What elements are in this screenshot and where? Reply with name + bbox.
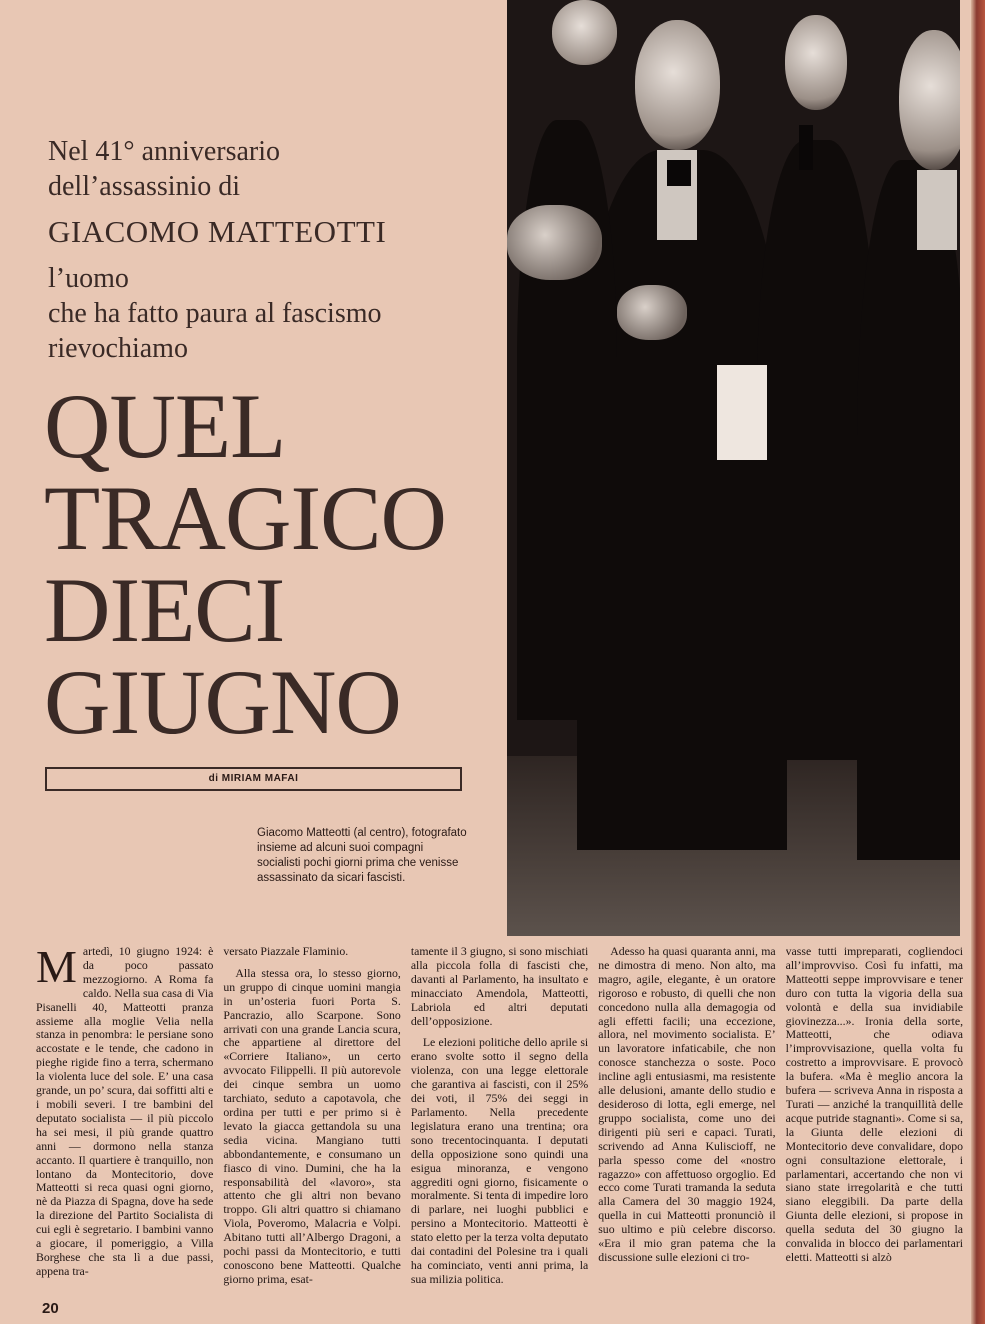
headline-line-3: DIECI xyxy=(44,559,285,661)
dropcap: M xyxy=(36,945,77,992)
article-body xyxy=(36,945,963,1313)
kicker-line-4: che ha fatto paura al fascismo xyxy=(48,298,382,329)
paragraph: tamente il 3 giugno, si sono mischiati alla piccola folla di fascisti che, davanti al Parlamento, ha insultato e minacciato Amendola, Matteotti, Labriola ed altri deputati dell’opposizione. xyxy=(410,945,589,1028)
kicker xyxy=(48,134,508,366)
article-column-1 xyxy=(36,945,213,1313)
article-column-3 xyxy=(411,945,588,1313)
paragraph: versato Piazzale Flaminio. xyxy=(223,945,349,958)
paragraph: Alla stessa ora, lo stesso giorno, un gruppo di cinque uomini mangia in un’osteria fuori Porta S. Pancrazio, allo Scarpone. Sono arrivati con una grande Lancia scura, che appartiene al direttore del «Corriere Italiano», un certo avvocato Filippelli. Il più autorevole dei cinque sembra un uomo tarchiato, seduto a capotavola, che ordina per tutti e per primo si è levato la giacca gettandola su una sedia vicina. Mangiano tutti abbondantemente, e consumano un fiasco di vino. Dumini, che ha la responsabilità del «lavoro», sta attento che gli altri non bevano troppo. Gli altri quattro si chiamano Viola, Poveromo, Malacria e Volpi. Abitano tutti all’Albergo Dragoni, a pochi passi da Montecitorio, e tutti conoscono bene Matteotti. Qualche giorno prima, esat- xyxy=(223,965,401,1286)
kicker-line-3: l’uomo xyxy=(48,263,129,294)
photo-caption: Giacomo Matteotti (al centro), fotografato insieme ad alcuni suoi compagni socialisti pochi giorni prima che venisse assassinato da sicari fascisti. xyxy=(257,827,467,884)
paragraph: Adesso ha quasi quaranta anni, ma ne dimostra di meno. Non alto, ma magro, agile, elegante, è un oratore rigoroso e robusto, di quelli che non concedono nulla alla demagogia od agli effetti facili; una eccezione, allora, nel movimento socialista. E’ un lavoratore infaticabile, che non conosce stanchezza o soste. Poco incline agli entusiasmi, ma resistente alle delusioni, amante dello studio e desideroso di lotta, egli emerge, nel gruppo socialista, come uno dei dirigenti più seri e capaci. Turati, scrivendo ad Anna Kuliscioff, ne parla spesso come del «nostro ragazzo» con affettuoso orgoglio. Ed ecco come Turati tramanda la seduta alla Camera del 30 maggio 1924, quella in cui Matteotti pronunciò il suo ultimo e più celebre discorso. «Era il mio gran patema che la discussione sulle elezioni ci tro- xyxy=(598,945,776,1264)
kicker-name: GIACOMO MATTEOTTI xyxy=(48,214,387,249)
headline xyxy=(44,375,504,753)
byline: di MIRIAM MAFAI xyxy=(45,767,462,791)
page-number: 20 xyxy=(42,1300,59,1317)
kicker-line-5: rievochiamo xyxy=(48,333,188,364)
headline-line-4: GIUGNO xyxy=(44,651,401,753)
adjacent-page-edge xyxy=(971,0,985,1324)
paragraph: Le elezioni politiche dello aprile si erano svolte sotto il segno della violenza, con una legge elettorale che garantiva ai fascisti, con il 25% dei voti, il 75% dei seggi in Parlamento. Nella precedente legislatura erano una trentina; ora sono trecentocinquanta. I deputati della opposizione sono quindi una esigua minoranza, e vengono aggrediti ogni giorno, fisicamente o moralmente. Si tenta di impedire loro di parlare, nei luoghi pubblici e persino a Montecitorio. Matteotti è stato eletto per la terza volta deputato dai contadini del Polesine tra i quali ha cominciato, venti anni prima, la sua milizia politica. xyxy=(410,1035,589,1286)
kicker-line-2: dell’assassinio di xyxy=(48,171,241,202)
kicker-line-1: Nel 41° anniversario xyxy=(48,136,281,167)
headline-line-2: TRAGICO xyxy=(44,467,446,569)
headline-line-1: QUEL xyxy=(44,375,286,477)
photograph xyxy=(507,0,960,936)
paragraph: vasse tutti impreparati, cogliendoci all’improvviso. Così fu infatti, ma Matteotti seppe improvvisare e tener duro con tutta la vigoria della sua volontà e della sua invidiabile giovinezza...». Ironia della sorte, Matteotti, che odiava l’improvvisazione, quella volta fu costretto a improvvisare. E provocò la bufera. «Ma è meglio ancora la bufera — scriveva Anna in risposta a Turati — anziché la tranquillità delle acque putride stagnanti». Come si sa, la Giunta delle elezioni di Montecitorio deve convalidare, dopo ogni consultazione elettorale, i parlamentari, accertando che non vi siano state irregolarità e che tutti siano eleggibili. Da parte della Giunta delle elezioni, si propose in quella seduta del 30 giugno la convalida in blocco dei parlamentari eletti. Matteotti si alzò xyxy=(785,945,964,1264)
article-column-2 xyxy=(223,945,400,1313)
article-column-4 xyxy=(598,945,775,1313)
paragraph: artedì, 10 giugno 1924: è da poco passato mezzogiorno. A Roma fa caldo. Nella sua casa di Via Pisanelli 40, Matteotti pranza assieme alla moglie Velia nella stanza in penombra: le persiane sono accostate e le tende, che cadono in pieghe rigide fino a terra, schermano la violenta luce del sole. E’ una casa grande, un po’ scura, dai soffitti alti e i mobili severi. I tre bambini del deputato socialista — il più piccolo ha sei mesi, il più grande quattro anni — dormono nella stanza accanto. Il quartiere è tranquillo, non lontano da Montecitorio, dove Matteotti si reca quasi ogni giorno, nè da Piazza di Spagna, dove ha sede la direzione del Partito Socialista di cui egli è segretario. I bambini vanno a giocare, il pomeriggio, a Villa Borghese che sta lì a due passi, appena tra- xyxy=(36,945,214,1278)
article-column-5 xyxy=(786,945,963,1313)
